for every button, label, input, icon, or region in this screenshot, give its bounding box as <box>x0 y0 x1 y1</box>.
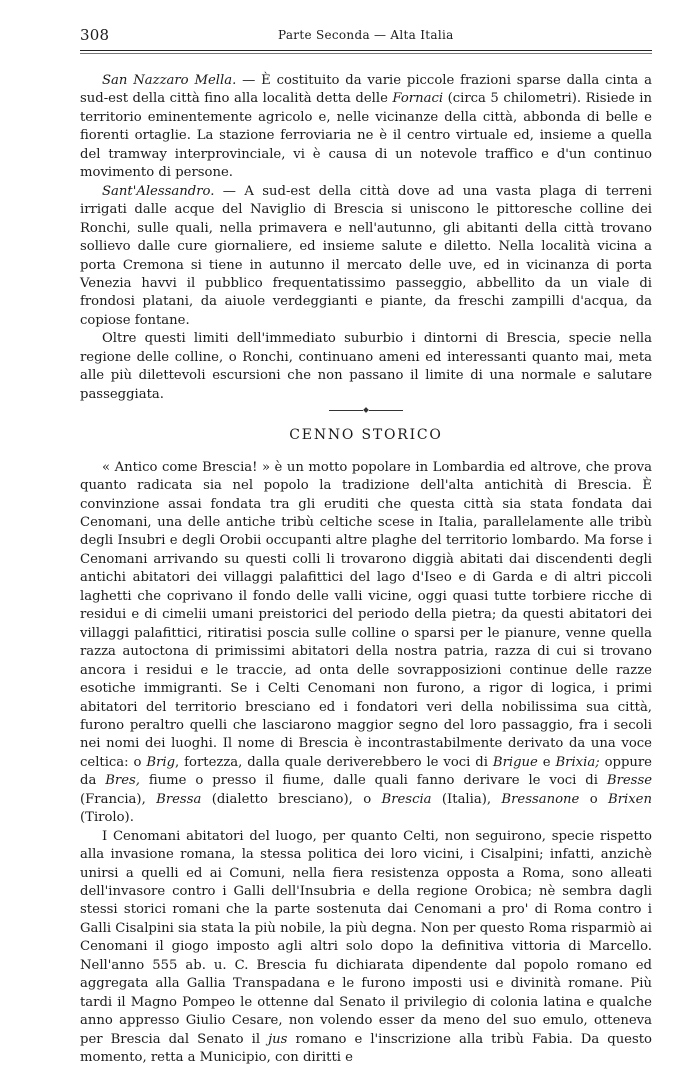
italic-term: Brigue <box>492 754 538 770</box>
section-divider-ornament <box>80 404 652 420</box>
italic-term: Bres, <box>105 773 140 789</box>
italic-term: Bressanone <box>501 791 580 807</box>
text-run: È costituito da varie piccole frazioni sparse dalla cinta a sud-est della città fino alla località detta delle <box>80 73 652 107</box>
section-heading: CENNO STORICO <box>289 427 443 444</box>
dash: — <box>214 183 245 199</box>
text-run: « Antico come Brescia! » è un motto popolare in Lombardia ed altrove, che prova quanto radicata sia nel popolo la tradizione dell'alta antichità di Brescia. È convinzione assai fondata tra gli eruditi che questa città sia stata fondata dai Cenomani, una delle antiche tribù celtiche scese in Italia, parallelamente alle tribù degli Insubri e degli Orobii occupanti altre plaghe del territorio lombardo. Ma forse i Cenomani arrivando su questi colli li trovarono diggià abitati dai discendenti degli antichi abitatori dei villaggi palafittici del lago d'Iseo e di Garda e di altri piccoli laghetti che coprivano il fondo delle valli vicine, oggi quasi tutte torbiere ricche di residui e di cimelii umani preistorici del periodo della pietra; da questi abitatori dei villaggi palafittici, ritiratisi poscia sulle colline o sparsi per le pianure, venne quella razza autoctona di primissimi abitatori della nostra patria, razza di cui si trovano ancora i residui e le traccie, ad onta delle sovrapposizioni continue delle razze esotiche immigranti. Se i Celti Cenomani non furono, a rigor di logica, i primi abitatori del territorio bresciano ed i fondatori veri della nobilissima sua città, furono peraltro quelli che lasciarono maggior segno del loro passaggio, fra i secoli nei nomi dei luoghi. Il nome di Brescia è incontrastabilmente derivato da una voce celtica: o <box>80 459 652 770</box>
italic-term: Brig <box>146 754 176 770</box>
text-run: o <box>579 791 609 807</box>
italic-term: Bresse <box>606 773 653 789</box>
page-number: 308 <box>80 26 110 44</box>
text-run: , fortezza, dalla quale deriverebbero le voci di <box>175 754 493 770</box>
italic-term: Brixia; <box>555 754 600 770</box>
italic-term: Bressa <box>156 791 202 807</box>
place-name: San Nazzaro Mella. <box>102 73 237 88</box>
italic-term: jus <box>268 1031 288 1047</box>
paragraph-dintorni: Oltre questi limiti dell'immediato suburbio i dintorni di Brescia, specie nella regione delle colline, o Ronchi, continuano ameni ed interessanti quanto mai, meta alle più dilettevoli escursioni che non passano il limite di una normale e salutare passeggiata. <box>80 331 652 402</box>
header-rule <box>80 50 652 54</box>
text-run: e <box>537 754 556 770</box>
text-run: A sud-est della città dove ad una vasta plaga di terreni irrigati dalle acque del Naviglio di Brescia si uniscono le pittoresche colline dei Ronchi, sulle quali, nella primavera e nell'autunno, gli abitanti della città trovano sollievo dalle cure giornaliere, ed insieme salute e diletto. Nella località vicina a porta Cremona si tiene in autunno il mercato delle uve, ed in vicinanza di porta Venezia havvi il pubblico frequentatissimo passeggio, abbellito da un viale di frondosi platani, da aiuole verdeggianti e piante, da freschi zampilli d'acqua, da copiose fontane. <box>80 183 652 328</box>
paragraph-sant-alessandro <box>80 183 652 331</box>
text-run: oppure da <box>80 754 652 789</box>
dash: — <box>236 73 262 88</box>
place-name: Sant'Alessandro. <box>102 183 215 199</box>
text-run: I Cenomani abitatori del luogo, per quanto Celti, non seguirono, specie rispetto alla invasione romana, la stessa politica dei loro vicini, i Cisalpini; infatti, anzichè unirsi a quelli ed ai Comuni, nella fiera resistenza opposta a Roma, sono alleati dell'invasore contro i Galli dell'Insubria e della regione Orobica; nè sembra dagli stessi storici romani che la parte sostenuta dai Cenomani a pro' di Roma contro i Galli Cisalpini sia stata la più nobile, la più degna. Non per questo Roma risparmiò ai Cenomani il giogo imposto agli altri solo dopo la definitiva vittoria di Marcello. Nell'anno 555 ab. u. C. Brescia fu dichiarata dipendente dal popolo romano ed aggregata alla Gallia Transpadana e le furono imposti usi e divinità romane. Più tardi il Magno Pompeo le ottenne dal Senato il privilegio di colonia latina e qualche anno appresso Giulio Cesare, non volendo esser da meno del suo emulo, otteneva per Brescia dal Senato il <box>80 828 652 1047</box>
italic-term: Brescia <box>381 791 432 807</box>
paragraph-antico-come-brescia <box>80 459 652 828</box>
text-run: (Francia), <box>80 791 157 807</box>
page-header <box>80 22 650 48</box>
main-text <box>80 72 652 1068</box>
running-title: Parte Seconda — Alta Italia <box>278 28 454 42</box>
text-run: (circa 5 chilometri). Risiede in territorio eminentemente agricolo e, nelle vicinanze della città, abbonda di belle e fiorenti ortaglie. La stazione ferroviaria ne è il centro virtuale ed, insieme a quella del tramway interprovinciale, vi è causa di un notevole traffico e d'un continuo movimento di persone. <box>80 91 652 181</box>
italic-term: Brixen <box>608 791 652 807</box>
text-run: (Tirolo). <box>80 810 134 826</box>
text-run: fiume o presso il fiume, dalle quali fanno derivare le voci di <box>139 773 607 789</box>
italic-term: Fornaci <box>392 91 444 107</box>
paragraph-cenomani <box>80 828 652 1068</box>
text-run: romano e l'inscrizione alla tribù Fabia. Da questo momento, retta a Municipio, con diritti e <box>80 1031 652 1066</box>
text-run: (dialetto bresciano), o <box>201 791 382 807</box>
paragraph-san-nazzaro <box>80 72 652 183</box>
text-run: (Italia), <box>431 791 502 807</box>
